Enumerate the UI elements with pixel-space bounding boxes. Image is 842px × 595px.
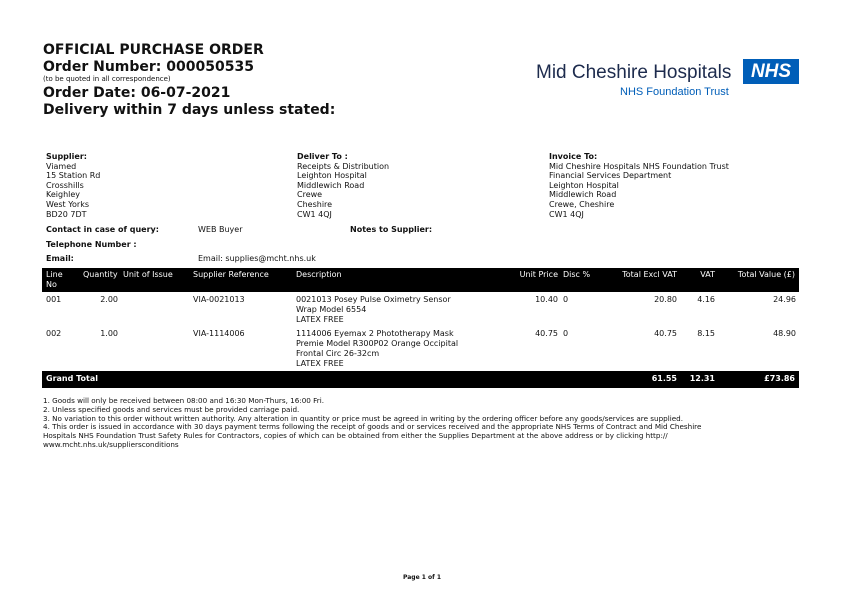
- row-disc: 0: [563, 295, 569, 304]
- address-line: Middlewich Road: [549, 190, 617, 200]
- row-total-value: 48.90: [773, 329, 796, 338]
- table-row: [0, 329, 842, 369]
- row-vat: 4.16: [697, 295, 715, 304]
- grand-total-bar: [42, 371, 799, 388]
- table-row: [0, 295, 842, 325]
- col-line-label: Line: [46, 270, 63, 279]
- desc-line: Wrap Model 6554: [296, 305, 367, 314]
- row-unit-price: 10.40: [535, 295, 558, 304]
- address-line: West Yorks: [46, 199, 90, 209]
- email-value: Email: supplies@mcht.nhs.uk: [198, 254, 316, 263]
- row-quantity: 2.00: [100, 295, 118, 304]
- row-total-excl: 20.80: [654, 295, 677, 304]
- term-line: 4. This order is issued in accordance with 30 days payment terms following the receipt of goods and or services received and the appropriate NHS Terms of Contract and Mid Cheshire: [43, 422, 702, 432]
- grand-total-value: £73.86: [764, 374, 795, 383]
- row-unit-price: 40.75: [535, 329, 558, 338]
- nhs-badge: NHS: [743, 59, 799, 84]
- row-disc: 0: [563, 329, 569, 338]
- page-number: Page 1 of 1: [403, 574, 441, 581]
- desc-line: LATEX FREE: [296, 359, 344, 368]
- desc-line: 1114006 Eyemax 2 Phototherapy Mask: [296, 329, 454, 338]
- col-supplier-ref: Supplier Reference: [193, 270, 269, 279]
- address-line: Leighton Hospital: [297, 171, 367, 181]
- address-line: Mid Cheshire Hospitals NHS Foundation Trust: [549, 161, 729, 171]
- invoice-to-block: [549, 152, 729, 219]
- desc-line: LATEX FREE: [296, 315, 344, 324]
- supplier-block: [46, 152, 100, 219]
- row-description: [296, 295, 451, 325]
- table-header: [42, 268, 799, 292]
- row-total-excl: 40.75: [654, 329, 677, 338]
- telephone-label: Telephone Number :: [46, 240, 137, 249]
- term-line: 2. Unless specified goods and services must be provided carriage paid.: [43, 404, 300, 414]
- address-line: 15 Station Rd: [46, 171, 101, 181]
- email-label: Email:: [46, 254, 74, 263]
- delivery-note: Delivery within 7 days unless stated:: [43, 102, 336, 118]
- row-line: 001: [46, 295, 62, 304]
- desc-line: 0021013 Posey Pulse Oximetry Sensor: [296, 295, 451, 304]
- trust-logo: [536, 58, 800, 102]
- address-line: BD20 7DT: [46, 209, 87, 219]
- term-line: Hospitals NHS Foundation Trust Safety Rules for Contractors, copies of which can be obtained from either the Supplies Department at the above address or by clicking http://: [43, 431, 668, 441]
- col-unit-price: Unit Price: [519, 270, 558, 279]
- row-description: [296, 329, 458, 369]
- row-total-value: 24.96: [773, 295, 796, 304]
- address-line: CW1 4QJ: [549, 209, 584, 219]
- address-line: Crewe, Cheshire: [549, 199, 615, 209]
- address-line: Middlewich Road: [297, 180, 365, 190]
- desc-line: Premie Model R300P02 Orange Occipital: [296, 339, 459, 348]
- query-contact-value: WEB Buyer: [198, 225, 243, 234]
- col-total-value: Total Value (£): [737, 270, 795, 279]
- invoice-to-label: Invoice To:: [549, 152, 598, 161]
- col-total-excl: Total Excl VAT: [622, 270, 677, 279]
- grand-total-excl: 61.55: [651, 374, 677, 383]
- col-disc: Disc %: [563, 270, 591, 279]
- col-quantity: Quantity: [83, 270, 118, 279]
- row-line: 002: [46, 329, 62, 338]
- row-quantity: 1.00: [100, 329, 118, 338]
- row-supplier-ref: VIA-1114006: [193, 329, 245, 338]
- quote-note: (to be quoted in all correspondence): [43, 75, 171, 83]
- deliver-to-label: Deliver To :: [297, 152, 348, 161]
- col-unit-issue: Unit of Issue: [123, 270, 173, 279]
- address-line: Crewe: [297, 190, 323, 200]
- deliver-to-block: [297, 152, 389, 219]
- col-line: [46, 270, 63, 290]
- row-supplier-ref: VIA-0021013: [193, 295, 245, 304]
- row-vat: 8.15: [697, 329, 715, 338]
- order-number: Order Number: 000050535: [43, 59, 254, 75]
- address-line: Crosshills: [46, 180, 84, 190]
- grand-total-label: Grand Total: [46, 374, 98, 383]
- address-line: Viamed: [46, 161, 77, 171]
- col-description: Description: [296, 270, 342, 279]
- logo-name: Mid Cheshire Hospitals: [536, 62, 732, 83]
- logo-subtitle: NHS Foundation Trust: [620, 86, 729, 98]
- term-line: 1. Goods will only be received between 08:00 and 16:30 Mon-Thurs, 16:00 Fri.: [43, 396, 324, 405]
- col-vat: VAT: [700, 270, 715, 279]
- notes-label: Notes to Supplier:: [350, 225, 433, 234]
- desc-line: Frontal Circ 26-32cm: [296, 349, 380, 358]
- document-title: OFFICIAL PURCHASE ORDER: [43, 42, 264, 58]
- order-date: Order Date: 06-07-2021: [43, 85, 231, 101]
- terms-block: [43, 397, 803, 450]
- address-line: Cheshire: [297, 199, 333, 209]
- address-line: Receipts & Distribution: [297, 161, 390, 171]
- term-line: www.mcht.nhs.uk/suppliersconditions: [43, 439, 179, 449]
- query-contact-label: Contact in case of query:: [46, 225, 159, 234]
- grand-total-vat: 12.31: [689, 374, 715, 383]
- supplier-label: Supplier:: [46, 152, 87, 161]
- address-line: Keighley: [46, 190, 81, 200]
- address-line: CW1 4QJ: [297, 209, 332, 219]
- address-line: Financial Services Department: [549, 171, 672, 181]
- address-line: Leighton Hospital: [549, 180, 619, 190]
- col-no-label: No: [46, 280, 57, 289]
- term-line: 3. No variation to this order without written authority. Any alteration in quantity or price must be agreed in writing by the ordering officer before any goods/services are supplied.: [43, 413, 683, 423]
